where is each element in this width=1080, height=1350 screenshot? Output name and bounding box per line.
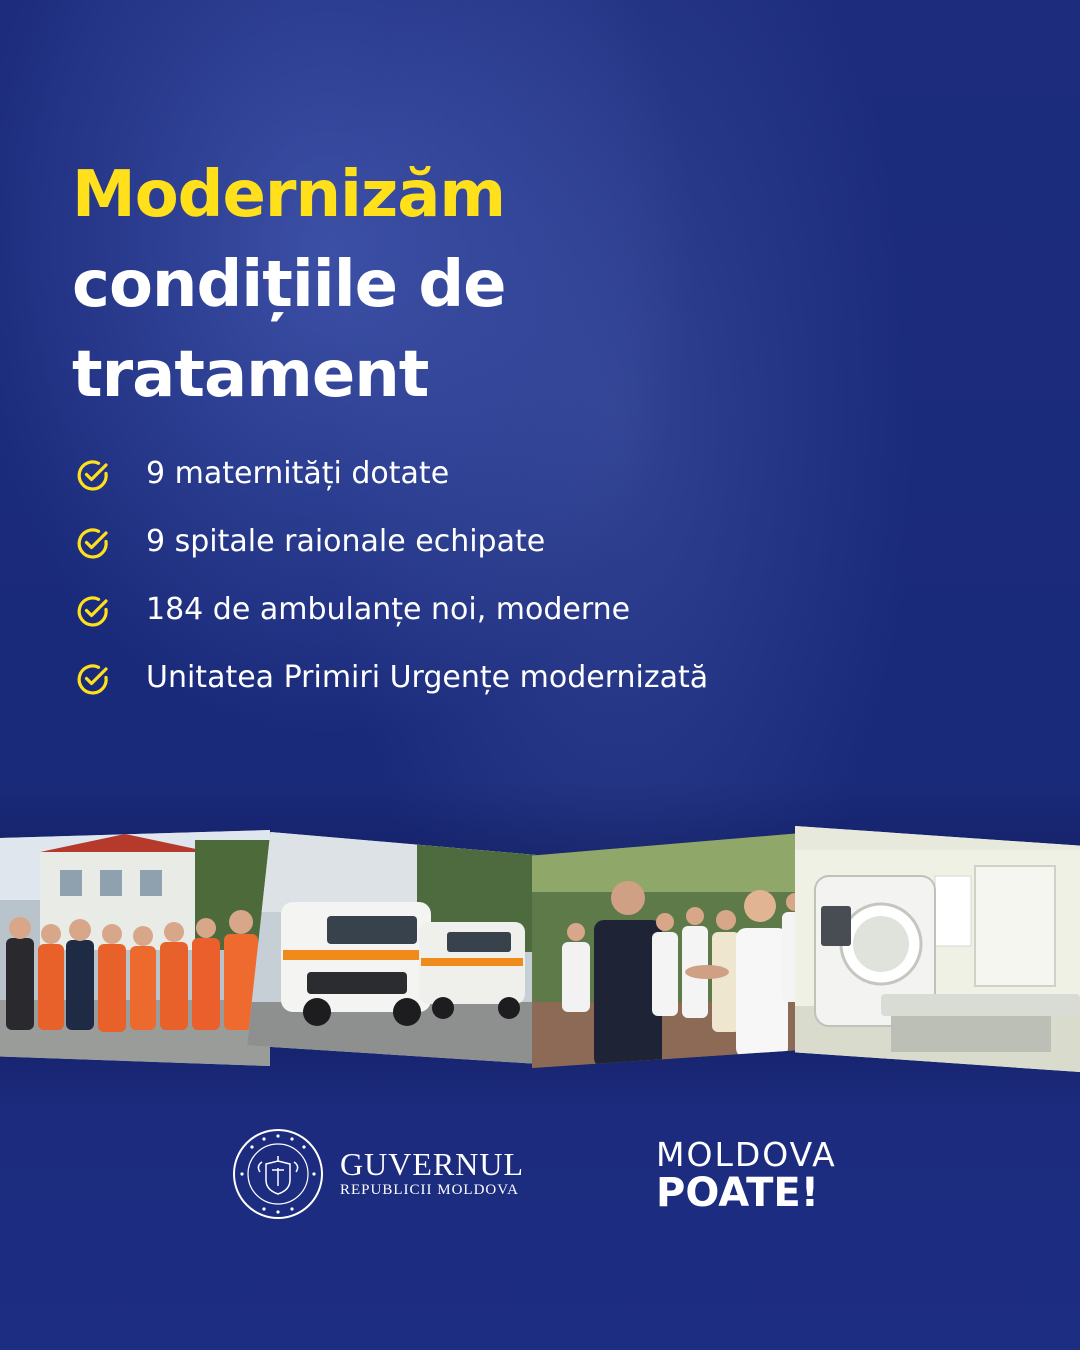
headline bbox=[72, 150, 506, 420]
headline-line-2: condițiile de bbox=[72, 248, 506, 322]
list-item-text: 184 de ambulanțe noi, moderne bbox=[146, 592, 631, 627]
list-item-text: Unitatea Primiri Urgențe modernizată bbox=[146, 660, 709, 695]
handshake-photo-icon bbox=[532, 832, 814, 1068]
government-subtitle: REPUBLICII MOLDOVA bbox=[340, 1182, 519, 1198]
government-logo bbox=[232, 1128, 532, 1224]
ambulance-photo-icon bbox=[247, 832, 539, 1064]
list-item bbox=[72, 524, 752, 560]
moldova-poate-logo bbox=[656, 1135, 876, 1218]
ct-scanner-photo-icon bbox=[795, 826, 1080, 1072]
list-item-text: 9 spitale raionale echipate bbox=[146, 524, 546, 559]
group-photo-icon bbox=[0, 830, 270, 1066]
headline-line-3: tratament bbox=[72, 338, 429, 412]
list-item bbox=[72, 456, 752, 492]
check-circle-icon bbox=[76, 526, 110, 560]
list-item-text: 9 maternități dotate bbox=[146, 456, 450, 491]
government-name: GUVERNUL bbox=[340, 1146, 524, 1182]
check-circle-icon bbox=[76, 594, 110, 628]
headline-line-1: Modernizăm bbox=[72, 158, 506, 232]
list-item bbox=[72, 592, 752, 628]
achievement-list bbox=[72, 456, 752, 728]
brand-top-text: MOLDOVA bbox=[656, 1135, 837, 1174]
list-item bbox=[72, 660, 752, 696]
brand-bottom-text: POATE! bbox=[656, 1170, 819, 1216]
check-circle-icon bbox=[76, 662, 110, 696]
coat-of-arms-icon bbox=[232, 1128, 324, 1220]
check-circle-icon bbox=[76, 458, 110, 492]
